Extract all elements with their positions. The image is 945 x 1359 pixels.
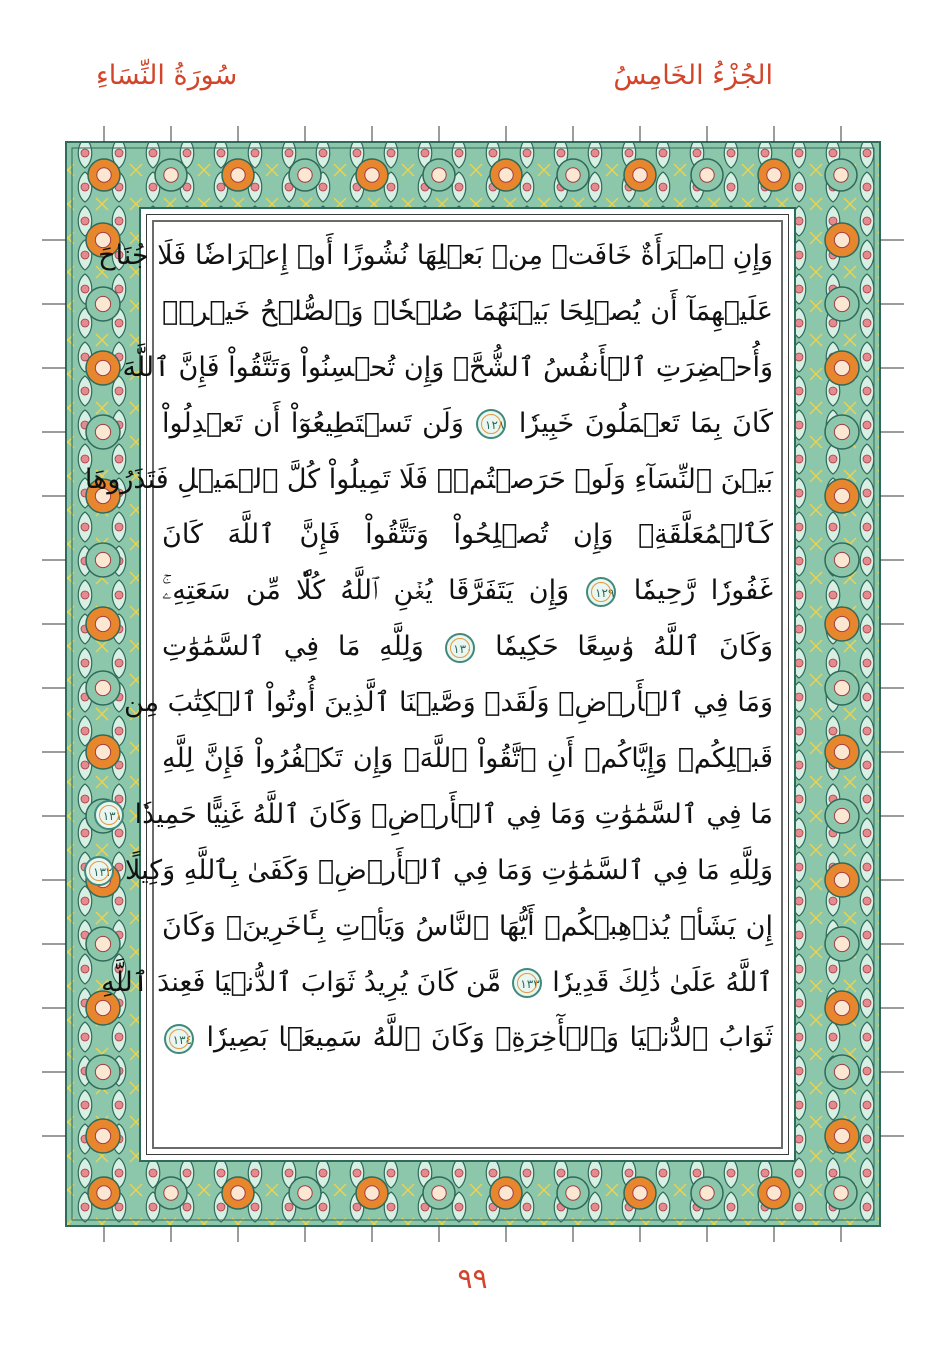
border-medallion-center	[834, 168, 848, 182]
border-medallion-center	[834, 232, 849, 247]
border-medallion-center	[834, 936, 849, 951]
border-medallion-center	[95, 424, 110, 439]
border-medallion-center	[834, 616, 849, 631]
border-medallion-center	[164, 1186, 178, 1200]
border-medallion-center	[834, 1064, 849, 1079]
text-line: وَأُحۡضِرَتِ ٱلۡأَنفُسُ ٱلشُّحَّۚ وَإِن تُحۡسِنُواْ وَتَتَّقُواْ فَإِنَّ ٱللَّهَ	[122, 351, 773, 383]
border-medallion-center	[566, 1186, 580, 1200]
ayah-marker: ١٣٣	[512, 968, 542, 998]
border-medallion-center	[499, 1186, 513, 1200]
text-line: عَلَيۡهِمَآ أَن يُصۡلِحَا بَيۡنَهُمَا صُلۡحٗاۚ وَٱلصُّلۡحُ خَيۡرٞۗ	[162, 295, 773, 327]
text-line: ٱللَّهُ عَلَىٰ ذَٰلِكَ قَدِيرٗا ١٣٣ مَّن كَانَ يُرِيدُ ثَوَابَ ٱلدُّنۡيَا فَعِندَ ٱللَّهِ	[101, 966, 773, 998]
text-line: وَلِلَّهِ مَا فِي ٱلسَّمَٰوَٰتِ وَمَا فِي ٱلۡأَرۡضِۚ وَكَفَىٰ بِٱللَّهِ وَكِيلًا ١٣٢	[162, 843, 773, 899]
border-medallion-center	[95, 296, 110, 311]
border-medallion-center	[97, 168, 111, 182]
border-medallion-center	[95, 936, 110, 951]
border-medallion-center	[700, 168, 714, 182]
border-medallion-center	[97, 1186, 111, 1200]
border-medallion-center	[365, 1186, 379, 1200]
border-medallion-center	[95, 360, 110, 375]
ayah-marker: ١٣٠	[445, 633, 475, 663]
ayah-marker: ١٣٤	[164, 1024, 194, 1054]
border-medallion-center	[834, 1000, 849, 1015]
text-line: وَكَانَ ٱللَّهُ وَٰسِعًا حَكِيمٗا ١٣٠ وَلِلَّهِ مَا فِي ٱلسَّمَٰوَٰتِ	[162, 631, 774, 663]
text-line: وَإِنِ ٱمۡرَأَةٌ خَافَتۡ مِنۢ بَعۡلِهَا نُشُوزًا أَوۡ إِعۡرَاضٗا فَلَا جُنَاحَ	[98, 240, 773, 271]
text-line: مَا فِي ٱلسَّمَٰوَٰتِ وَمَا فِي ٱلۡأَرۡضِۚ وَكَانَ ٱللَّهُ غَنِيًّا حَمِيدٗا ١٣١	[162, 787, 773, 843]
border-medallion-center	[499, 168, 513, 182]
border-medallion-center	[834, 552, 849, 567]
border-medallion-center	[432, 168, 446, 182]
border-medallion-center	[95, 744, 110, 759]
border-medallion-center	[365, 168, 379, 182]
border-medallion-center	[231, 1186, 245, 1200]
text-line: ثَوَابُ ٱلدُّنۡيَا وَٱلۡأٓخِرَةِۚ وَكَانَ ٱللَّهُ سَمِيعَۢا بَصِيرٗا ١٣٤	[162, 1010, 773, 1066]
border-medallion-center	[95, 680, 110, 695]
border-medallion-center	[700, 1186, 714, 1200]
border-medallion-center	[432, 1186, 446, 1200]
border-medallion-center	[164, 168, 178, 182]
ayah-marker: ١٢٩	[586, 577, 616, 607]
border-medallion-center	[834, 296, 849, 311]
ayah-marker: ١٣٢	[84, 856, 114, 886]
border-medallion-center	[834, 808, 849, 823]
surah-label: سُورَةُ النِّسَاءِ	[96, 60, 238, 91]
quran-text	[84, 228, 774, 1066]
page-number: ٩٩	[457, 1262, 488, 1295]
border-medallion-center	[834, 424, 849, 439]
text-line: غَفُورٗا رَّحِيمٗا ١٢٩ وَإِن يَتَفَرَّقَا يُغۡنِ ٱللَّهُ كُلّٗا مِّن سَعَتِهِۦۚ	[162, 575, 773, 607]
ayah-marker: ١٣١	[94, 800, 124, 830]
border-medallion-center	[834, 488, 849, 503]
text-line: وَمَا فِي ٱلۡأَرۡضِۗ وَلَقَدۡ وَصَّيۡنَا ٱلَّذِينَ أُوتُواْ ٱلۡكِتَٰبَ مِن	[124, 687, 773, 719]
text-line: قَبۡلِكُمۡ وَإِيَّاكُمۡ أَنِ ٱتَّقُواْ ٱللَّهَۚ وَإِن تَكۡفُرُواْ فَإِنَّ لِلَّهِ	[162, 743, 773, 775]
border-medallion-center	[566, 168, 580, 182]
border-medallion-center	[95, 552, 110, 567]
border-medallion-center	[95, 1128, 110, 1143]
text-line: إِن يَشَأۡ يُذۡهِبۡكُمۡ أَيُّهَا ٱلنَّاسُ وَيَأۡتِ بِـَٔاخَرِينَۚ وَكَانَ	[162, 910, 773, 942]
border-medallion-center	[95, 616, 110, 631]
border-medallion-center	[633, 1186, 647, 1200]
border-medallion-center	[834, 1128, 849, 1143]
border-medallion-center	[298, 168, 312, 182]
border-medallion-center	[231, 168, 245, 182]
border-medallion-center	[834, 680, 849, 695]
border-medallion-center	[95, 1064, 110, 1079]
border-medallion-center	[834, 360, 849, 375]
border-medallion-center	[834, 744, 849, 759]
ayah-marker: ١٢٨	[476, 409, 506, 439]
text-line: كَٱلۡمُعَلَّقَةِۚ وَإِن تُصۡلِحُواْ وَتَتَّقُواْ فَإِنَّ ٱللَّهَ كَانَ	[162, 519, 773, 551]
border-medallion-center	[767, 168, 781, 182]
border-medallion-center	[834, 1186, 848, 1200]
border-medallion-center	[834, 872, 849, 887]
text-line: كَانَ بِمَا تَعۡمَلُونَ خَبِيرٗا ١٢٨ وَلَن تَسۡتَطِيعُوٓاْ أَن تَعۡدِلُواْ	[162, 407, 773, 439]
juz-label: الجُزْءُ الخَامِسُ	[613, 60, 773, 91]
border-medallion-center	[633, 168, 647, 182]
border-medallion-center	[767, 1186, 781, 1200]
text-line: بَيۡنَ ٱلنِّسَآءِ وَلَوۡ حَرَصۡتُمۡۖ فَلَا تَمِيلُواْ كُلَّ ٱلۡمَيۡلِ فَتَذَرُوهَا	[84, 463, 773, 495]
border-medallion-center	[298, 1186, 312, 1200]
